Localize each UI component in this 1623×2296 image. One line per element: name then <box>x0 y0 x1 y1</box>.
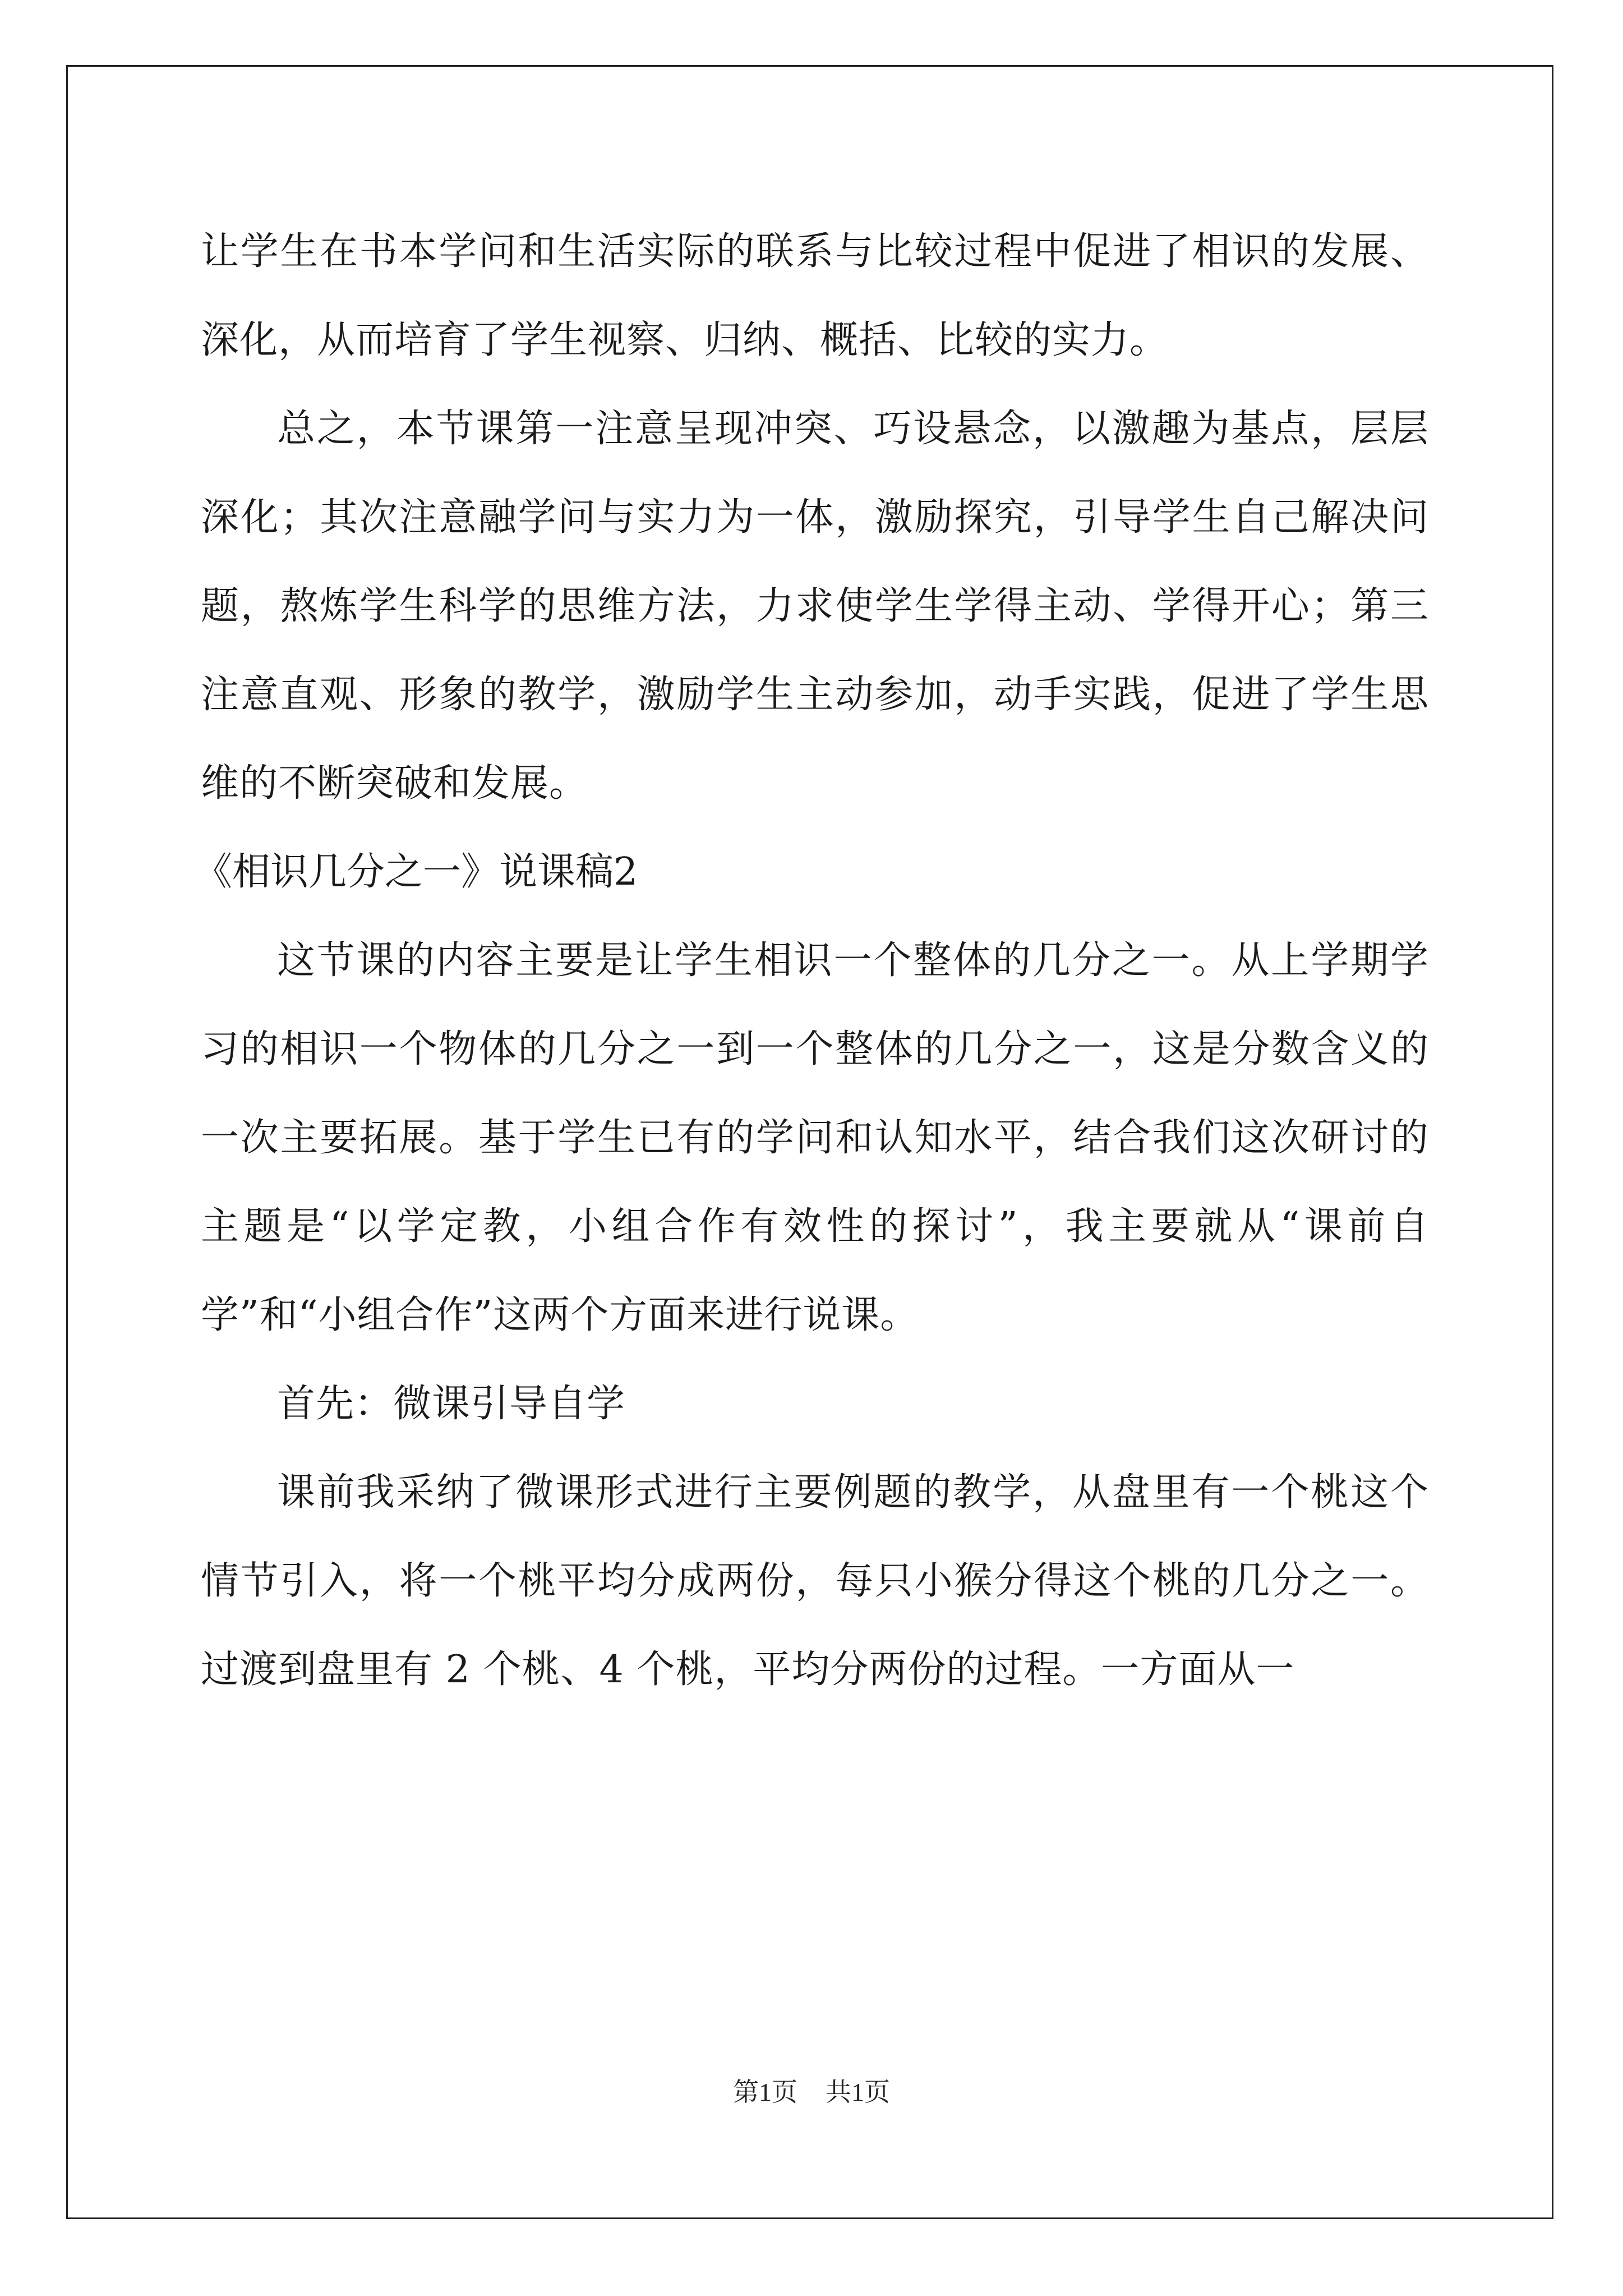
paragraph-4: 首先：微课引导自学 <box>277 1382 626 1426</box>
paragraph-1: 让学生在书本学问和生活实际的联系与比较过程中促进了相识的发展、深化，从而培育了学生视察、归纳、概括、比较的实力。 <box>201 229 1429 362</box>
page-footer <box>0 2076 1623 2109</box>
document-body <box>194 208 1429 1714</box>
page-total: 共1页 <box>826 2078 890 2106</box>
section-heading: 《相识几分之一》说课稿2 <box>194 850 638 894</box>
paragraph-3: 这节课的内容主要是让学生相识一个整体的几分之一。从上学期学习的相识一个物体的几分之一到一个整体的几分之一，这是分数含义的一次主要拓展。基于学生已有的学问和认知水平，结合我们这次研讨的主题是“以学定教，小组合作有效性的探讨”，我主要就从“课前自学”和“小组合作”这两个方面来进行说课。 <box>201 938 1429 1337</box>
paragraph-2: 总之，本节课第一注意呈现冲突、巧设悬念，以激趣为基点，层层深化；其次注意融学问与实力为一体，激励探究，引导学生自己解决问题，熬炼学生科学的思维方法，力求使学生学得主动、学得开心；第三注意直观、形象的教学，激励学生主动参加，动手实践，促进了学生思维的不断突破和发展。 <box>201 407 1429 806</box>
paragraph-5: 课前我采纳了微课形式进行主要例题的教学，从盘里有一个桃这个情节引入，将一个桃平均分成两份，每只小猴分得这个桃的几分之一。过渡到盘里有 2 个桃、4 个桃，平均分两份的过程。一方面从一 <box>201 1470 1429 1692</box>
page-number: 第1页 <box>733 2078 797 2106</box>
